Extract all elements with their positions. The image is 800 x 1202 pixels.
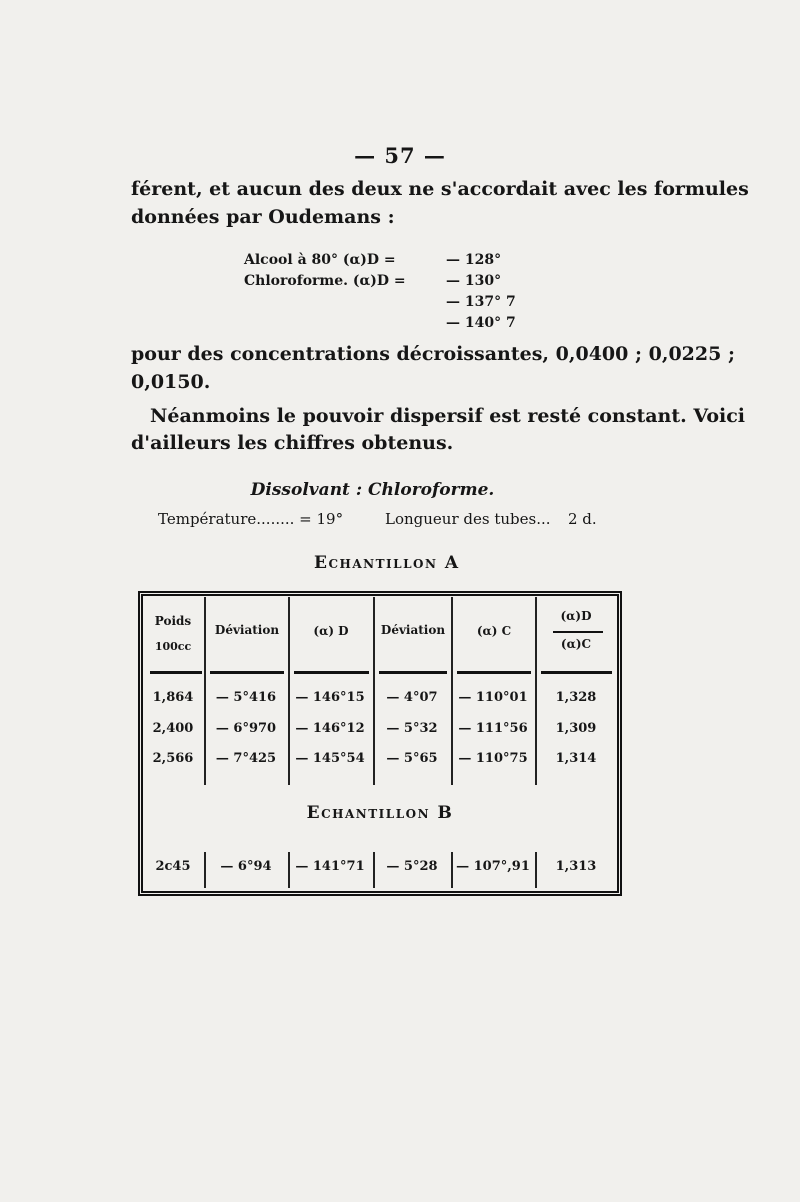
header-rule xyxy=(457,671,531,674)
cell-rotation-c: — 110°75 xyxy=(458,751,528,766)
cell-rotation-d: — 146°15 xyxy=(295,690,365,705)
cell-deviation-d: — 5°416 xyxy=(215,690,277,705)
formula-value-2: — 130° xyxy=(446,273,502,289)
header-rule xyxy=(210,671,284,674)
para2-line-1: pour des concentrations décroissantes, 0,0400 ; 0,0225 ; xyxy=(131,343,735,365)
sample-a-title: Echantillon A xyxy=(314,553,460,573)
cell-weight: 2,400 xyxy=(152,721,194,736)
header-rule xyxy=(379,671,447,674)
page-number: — 57 — xyxy=(354,143,446,168)
header-rule xyxy=(294,671,369,674)
cell-ratio: 1,309 xyxy=(555,721,597,736)
temperature-label: Température........ = 19° xyxy=(158,510,344,528)
solvent-title: Dissolvant : Chloroforme. xyxy=(250,480,495,500)
header-weight: Poids xyxy=(154,614,192,628)
formula-label-alcohol: Alcool à 80° (α)D = xyxy=(244,252,396,268)
para3-line-2: d'ailleurs les chiffres obtenus. xyxy=(131,432,454,454)
cell-weight: 2,566 xyxy=(152,751,194,766)
header-deviation-c: Déviation xyxy=(380,623,446,637)
cell-deviation-c: — 5°32 xyxy=(386,721,438,736)
cell-ratio: 1,314 xyxy=(555,751,597,766)
header-ratio-numerator: (α)D xyxy=(560,609,592,623)
formula-value-1: — 128° xyxy=(446,252,502,268)
para3-line-1: Néanmoins le pouvoir dispersif est resté constant. Voici xyxy=(150,405,746,427)
cell-deviation-c: — 5°28 xyxy=(386,859,438,874)
header-rule xyxy=(541,671,612,674)
cell-rotation-d: — 145°54 xyxy=(295,751,365,766)
intro-line-1: férent, et aucun des deux ne s'accordait avec les formules xyxy=(131,178,749,200)
cell-rotation-c: — 111°56 xyxy=(458,721,528,736)
cell-deviation-d: — 7°425 xyxy=(215,751,277,766)
header-rotation-d: (α) D xyxy=(313,624,349,638)
formula-value-3: — 137° 7 xyxy=(446,294,516,310)
cell-weight: 2c45 xyxy=(155,859,191,874)
cell-rotation-d: — 146°12 xyxy=(295,721,365,736)
header-deviation-d: Déviation xyxy=(214,623,280,637)
sample-b-title: Echantillon B xyxy=(306,803,454,823)
tube-length-value: 2 d. xyxy=(568,510,597,528)
cell-deviation-d: — 6°94 xyxy=(220,859,272,874)
cell-deviation-d: — 6°970 xyxy=(215,721,277,736)
cell-ratio: 1,328 xyxy=(555,690,597,705)
header-rule xyxy=(150,671,202,674)
tube-length-label: Longueur des tubes... xyxy=(385,510,551,528)
formula-value-4: — 140° 7 xyxy=(446,315,516,331)
header-rotation-c: (α) C xyxy=(476,624,512,638)
cell-rotation-d: — 141°71 xyxy=(295,859,365,874)
cell-rotation-c: — 110°01 xyxy=(458,690,528,705)
cell-weight: 1,864 xyxy=(152,690,194,705)
para2-line-2: 0,0150. xyxy=(131,371,211,393)
cell-deviation-c: — 5°65 xyxy=(386,751,438,766)
fraction-bar xyxy=(553,631,603,633)
cell-ratio: 1,313 xyxy=(555,859,597,874)
header-volume: 100cc xyxy=(154,640,192,653)
intro-line-2: données par Oudemans : xyxy=(131,206,395,228)
cell-deviation-c: — 4°07 xyxy=(386,690,438,705)
header-ratio-denominator: (α)C xyxy=(560,637,592,651)
cell-rotation-c: — 107°,91 xyxy=(456,859,530,874)
formula-label-chloroform: Chloroforme. (α)D = xyxy=(244,273,406,289)
